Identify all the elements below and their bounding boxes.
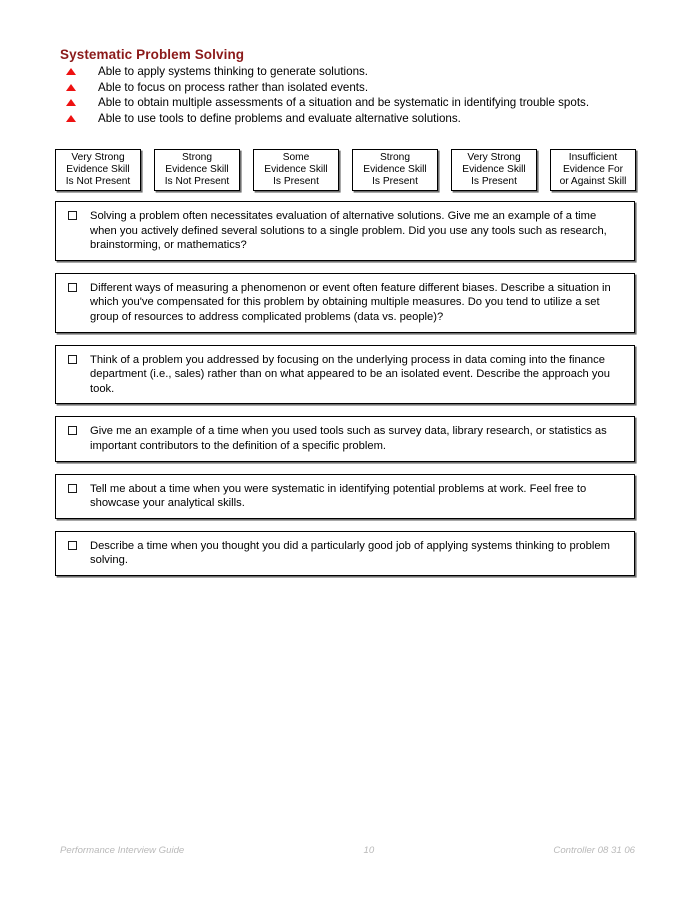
rating-option-very-strong-present[interactable] bbox=[451, 149, 537, 191]
question-checkbox[interactable] bbox=[68, 484, 77, 493]
question-item[interactable] bbox=[55, 416, 635, 461]
question-item[interactable] bbox=[55, 201, 635, 261]
rating-line-1: Strong bbox=[379, 152, 410, 163]
page-footer bbox=[60, 845, 635, 856]
rating-line-1: Insufficient bbox=[568, 152, 618, 163]
question-item[interactable] bbox=[55, 531, 635, 576]
triangle-bullet-icon bbox=[66, 68, 76, 75]
rating-line-3: Is Present bbox=[471, 175, 517, 187]
question-checkbox[interactable] bbox=[68, 283, 77, 292]
rating-option-very-strong-not-present[interactable] bbox=[55, 149, 141, 191]
rating-line-3: Is Present bbox=[372, 175, 418, 187]
competency-bullet-list bbox=[60, 64, 620, 126]
triangle-bullet-icon bbox=[66, 84, 76, 91]
triangle-bullet-icon bbox=[66, 115, 76, 122]
question-item[interactable] bbox=[55, 474, 635, 519]
question-list bbox=[55, 201, 635, 588]
question-checkbox[interactable] bbox=[68, 355, 77, 364]
rating-line-3: or Against Skill bbox=[559, 175, 627, 187]
list-item-label: Able to obtain multiple assessments of a situation and be systematic in identifying trouble spots. bbox=[98, 96, 590, 110]
rating-line-2: Evidence Skill bbox=[165, 163, 229, 175]
page-title: Systematic Problem Solving bbox=[60, 47, 245, 62]
rating-line-1: Strong bbox=[181, 152, 212, 163]
rating-line-2: Evidence Skill bbox=[462, 163, 526, 175]
list-item bbox=[60, 95, 620, 111]
question-text: Think of a problem you addressed by focusing on the underlying process in data coming into the finance department (i.e., sales) rather than on what appeared to be an isolated event. Describe the approach you took. bbox=[90, 353, 610, 395]
question-text: Tell me about a time when you were systematic in identifying potential problems at work. Feel free to showcase your analytical skills. bbox=[90, 482, 587, 510]
rating-line-2: Evidence Skill bbox=[66, 163, 130, 175]
footer-page-number: 10 bbox=[363, 845, 375, 856]
list-item bbox=[60, 111, 620, 127]
question-checkbox[interactable] bbox=[68, 211, 77, 220]
rating-line-2: Evidence For bbox=[562, 163, 624, 175]
question-item[interactable] bbox=[55, 345, 635, 405]
question-checkbox[interactable] bbox=[68, 426, 77, 435]
question-checkbox[interactable] bbox=[68, 541, 77, 550]
rating-line-2: Evidence Skill bbox=[363, 163, 427, 175]
rating-option-some-present[interactable] bbox=[253, 149, 339, 191]
rating-line-1: Very Strong bbox=[71, 152, 125, 163]
rating-line-1: Very Strong bbox=[467, 152, 521, 163]
list-item bbox=[60, 80, 620, 96]
rating-line-2: Evidence Skill bbox=[264, 163, 328, 175]
list-item bbox=[60, 64, 620, 80]
footer-revision: Controller 08 31 06 bbox=[553, 845, 635, 856]
list-item-label: Able to use tools to define problems and evaluate alternative solutions. bbox=[98, 111, 461, 125]
rating-option-strong-not-present[interactable] bbox=[154, 149, 240, 191]
rating-scale bbox=[55, 149, 640, 191]
rating-option-insufficient-evidence[interactable] bbox=[550, 149, 636, 191]
list-item-label: Able to apply systems thinking to generate solutions. bbox=[98, 65, 369, 78]
rating-line-3: Is Not Present bbox=[65, 175, 131, 187]
list-item-label: Able to focus on process rather than isolated events. bbox=[98, 80, 369, 94]
question-text: Give me an example of a time when you used tools such as survey data, library research, or statistics as important contributors to the definition of a specific problem. bbox=[90, 425, 607, 452]
rating-line-1: Some bbox=[282, 152, 310, 163]
question-text: Describe a time when you thought you did a particularly good job of applying systems thinking to problem solving. bbox=[90, 539, 610, 567]
rating-line-3: Is Not Present bbox=[164, 175, 230, 187]
question-item[interactable] bbox=[55, 273, 635, 333]
rating-option-strong-present[interactable] bbox=[352, 149, 438, 191]
rating-line-3: Is Present bbox=[273, 175, 319, 187]
question-text: Solving a problem often necessitates evaluation of alternative solutions. Give me an example of a time when you actively defined several solutions to a single problem. Did you use any tools such as research, brainstorming, or mathematics? bbox=[90, 210, 607, 252]
footer-document-title: Performance Interview Guide bbox=[60, 845, 185, 856]
triangle-bullet-icon bbox=[66, 99, 76, 106]
question-text: Different ways of measuring a phenomenon or event often feature different biases. Describe a situation in which you've compensated for this problem by obtaining multiple measures. Do you tend to utilize a set group of resources to address complicated problems (data vs. people)? bbox=[90, 281, 611, 323]
